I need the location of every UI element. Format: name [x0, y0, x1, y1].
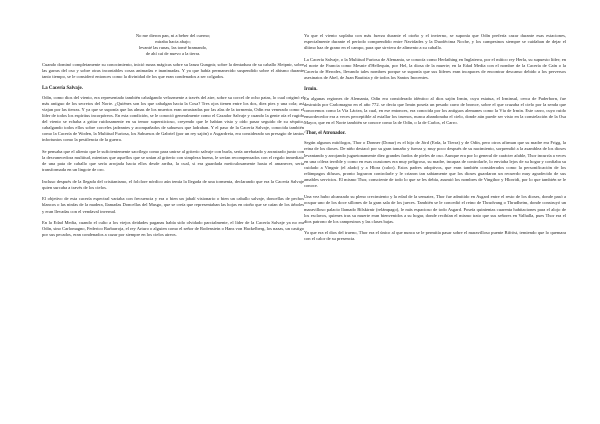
paragraph: En algunas regiones de Alemania, Odín era considerado idéntico al dios sajón Irmin, cuya estatua, el Irminsul, cerca de Paderborn, fue destruida por Carlomagno en el año 772. se decía que Irmin poseía un pesado carro de bronce, sobre el que cruzaba el cielo por la senda que conocemos como la Vía Láctea, la cual, en ese entonces, era conocida por los antiguos alemanes como la Vía de Irmin. Este carro, cuyo ruido ensordecedor era a veces perceptible al estallar los truenos, nunca abandonaba el cielo, donde aún puede ser visto en la constelación de la Osa Mayor, que en el Norte también se conoce como la de Odín, o la de Carlos, el Carro.	[304, 95, 566, 125]
paragraph: Ya que era el dios del trueno, Thor era el único al que nunca se le permitía pasar sobre el maravilloso puente Bifröst, temiendo que lo quemara con el calor de su presencia.	[304, 230, 566, 242]
poem-line: de ahí caí de nuevo a la tierra.	[145, 51, 201, 57]
paragraph: Se pensaba que el aliento que le suficientemente sacrílego como para unirse al griterío salvaje con burla, sería arrebatado y arrastrado junto con la desvanecedora multitud, mientras que aquellos que se unían al griterío con simpleza buena, le serían recompensados con el regalo inmediato de una pata de caballo que sería arrojada hacia ellos desde arriba, la cual, si era guardada meticulosamente hasta el amanecer, sería transformada en un lingote de oro.	[42, 148, 304, 173]
section-heading: Irmin.	[304, 86, 318, 92]
paragraph: Incluso después de la llegada del cristianismo, el folclore nórdico aún temía la llegada de una tormenta, declarando que era la Cacería Salvaje quien surcaba a través de los cielos.	[42, 178, 304, 190]
paragraph: Según algunos mitólogos, Thor o Donner (Donar) es el hijo de Jörd (Erda, la Tierra) y de Odín, pero otros afirman que su madre era Frigg, la reina de los dioses. De niño destacó por su gran tamaño y fuerza y, muy poco después de su nacimiento, sorprendió a la asamblea de los dioses levantando y arrojando juguetonamente diez grandes fardos de pieles de oso. Aunque era por lo general de carácter afable, Thor incurría a veces en una cólera terrible y como en esas ocasiones era muy peligroso, su madre, incapaz de controlarle, lo enviaba lejos de su hogar y confiaba su cuidado a Vingnir (el alado) y a Hlora (calor). Estos padres adoptivos, que eran también considerados como la personificación de los relámpagos difusos, pronto lograron controlarle y le criaron tan sabiamente que los dioses guardaron un recuerdo muy agradecido de sus amables servicios. El mismo Thor, consciente de todo lo que se les debía, asumió los nombres de Vingthor y Hlorridi, por lo que también se le conoce.	[304, 140, 567, 188]
paragraph: La Cacería Salvaje, o la Multitud Furiosa de Alemania, se conocía como Herlathing en Inglaterra, por el mítico rey Herla, su supuesto líder; en el norte de Francia como Mesnie d'Hellequin, por Hel, la diosa de la muerte; en la Edad Media con el nombre de la Cacería de Caín o la Cacería de Herodes, llevando tales nombres porque se suponía que sus líderes eran incapaces de encontrar descanso debido a los perversos asesinatos de Abel, de Juan Bautista y de todos los Santos Inocentes.	[304, 56, 566, 80]
section-heading: ·Thor, el Atronador.	[304, 131, 346, 137]
paragraph: Ya que el viento soplaba con más fuerza durante el otoño y el invierno, se suponía que Odín prefería cazar durante esas estaciones, especialmente durante el período comprendido entre Navidades y la Duodécima Noche, y los campesinos siempre se cuidaban de dejar el último haz de grano en el campo, para que sirviera de alimento a su caballo.	[304, 33, 566, 51]
paragraph: Odín, como dios del viento, era representado también cabalgando velozmente a través del aire, sobre su corcel de ocho patas, lo cual originó el más antiguo de los secretos del Norte. ¿Quiénes son los que cabalgan hacia la Cosa? Tres ojos tienen entre los dos, diez pies y una cola; así viajan por las tierras. Y ya que se suponía que las almas de los muertos eran arrastradas por las alas de la tormenta, Odín era venerado como el líder de todos los espíritus incorpóreos. En esta condición, se le conoció generalmente como el Cazador Salvaje y cuando la gente oía el rugido del viento se echaba a gritar ruidosamente en su temor supersticioso, creyendo que le habían visto y oído pasar seguido de su séquito, cabalgando todos ellos sobre corceles jadeantes y acompañados de sabuesos que ladraban. Y el paso de la Cacería Salvaje, conocida también como la Cacería de Woden, la Multitud Furiosa, los Sabuesos de Gabriel (por un rey sajón) o Asgardreia, era considerado un presagio de tantos infortunios como la pestilencia de la guerra.	[42, 94, 304, 143]
paragraph: Cuando dominó completamente su conocimiento, inició runas mágicas sobre su lanza Gungnir, sobre la dentadura de su caballo Sleipnir, sobre las garras del oso y sobre otras incontables cosas animadas e inanimadas. Y ya que había permanecido suspendido sobre el abismo durante tanto tiempo, se le consideró entonces como la divinidad de los que eran condenados a ser colgados.	[42, 62, 304, 80]
poem-stanza	[42, 33, 304, 57]
section-heading: La Cacería Salvaje.	[42, 85, 83, 91]
paragraph: El objetivo de esta cacería espectral variaba con frecuencia y era o bien un jabalí visionario o bien un caballo salvaje, doncellas de pechos blancos o las ninfas de la madera, llamadas Doncellas del Musgo, que se creía que representaban las hojas en otoño que se caían de los árboles y eran llevadas con el vendaval invernal.	[42, 196, 304, 214]
poem-line: No me dieron pan, ni a beber del cuerno;	[135, 33, 211, 38]
paragraph: Una vez hubo alcanzado su pleno crecimiento y la edad de la sensatez, Thor fue admitido en Asgard entre el resto de los dioses, donde pasó a ocupar uno de los doce sillones de la gran sala de los jueces. También se le concedió el reino de Thrudvang o Thrudheim, donde construyó un maravilloso palacio llamado Bilskirnir (relámpago), le más espacioso de todo Asgard. Poseía quinientas cuarenta habitaciones para el alojo de los esclavos, quienes tras su muerte eran bienvenidos a su hogar, donde recibían el mismo trato que sus señores en Valhalla, pues Thor era el dios patrono de los campesinos y las clases bajas.	[304, 194, 566, 224]
left-column	[42, 33, 304, 244]
poem-line: miraba hacia abajo;	[155, 39, 191, 45]
right-column	[304, 33, 566, 248]
paragraph: En la Edad Media, cuando el culto a los viejos deidades paganas había sido olvidado parcialmente, el líder de la Cacería Salvaje ya no era Odín, sino Carlomagno, Federico Barbarroja, el rey Arturo o alguien como el señor de Rodenstein o Hans von Hackelberg, los nazas, un castigo por sus pecados, eran condenados a cazar por siempre en los cielos aireos.	[42, 220, 304, 238]
poem-line: levanté las runas, las tomé bramando,	[138, 45, 208, 51]
